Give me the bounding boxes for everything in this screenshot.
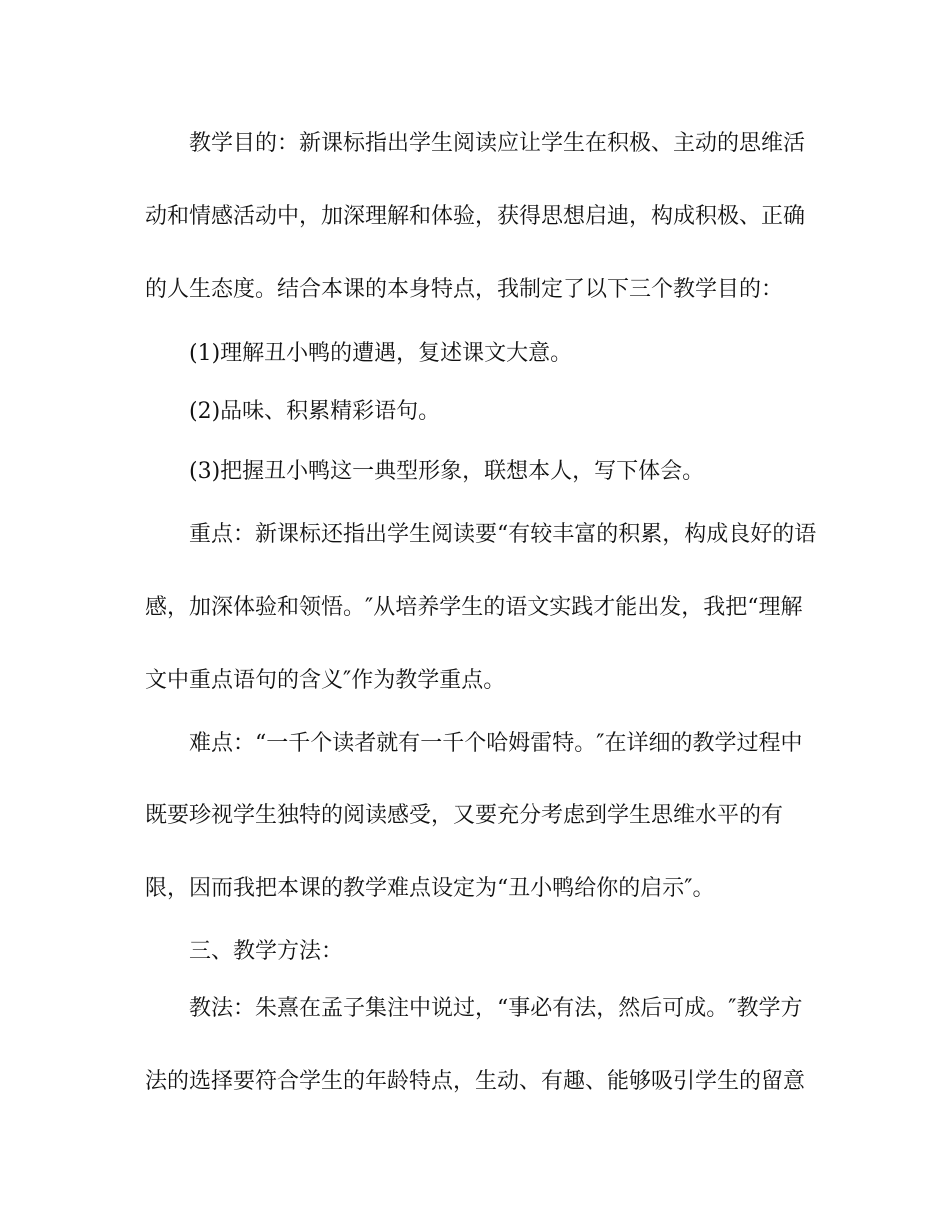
paragraph-difficulty-line-1: 难点：“一千个读者就有一千个哈姆雷特。″在详细的教学过程中 [189, 731, 803, 756]
objective-item-1: (1)理解丑小鸭的遭遇，复述课文大意。 [189, 341, 573, 366]
paragraph-difficulty-line-2: 既要珍视学生独特的阅读感受，又要充分考虑到学生思维水平的有 [145, 803, 784, 828]
paragraph-key-point-line-3: 文中重点语句的含义″作为教学重点。 [145, 668, 506, 693]
paragraph-key-point-line-1: 重点：新课标还指出学生阅读要“有较丰富的积累，构成良好的语 [189, 522, 817, 547]
paragraph-difficulty-line-3: 限，因而我把本课的教学难点设定为“丑小鸭给你的启示″。 [145, 876, 715, 901]
section-heading-teaching-methods: 三、教学方法： [189, 939, 344, 964]
objective-item-3: (3)把握丑小鸭这一典型形象，联想本人，写下体会。 [189, 459, 705, 484]
paragraph-method-line-2: 法的选择要符合学生的年龄特点，生动、有趣、能够吸引学生的留意 [145, 1069, 806, 1094]
objective-item-2: (2)品味、积累精彩语句。 [189, 399, 441, 424]
paragraph-method-line-1: 教法：朱熹在孟子集注中说过，“事必有法，然后可成。″教学方 [189, 996, 803, 1021]
paragraph-objectives-line-2: 动和情感活动中，加深理解和体验，获得思想启迪，构成积极、正确 [145, 204, 806, 229]
paragraph-objectives-line-3: 的人生态度。结合本课的本身特点，我制定了以下三个教学目的： [145, 277, 784, 302]
paragraph-objectives-line-1: 教学目的：新课标指出学生阅读应让学生在积极、主动的思维活 [189, 131, 806, 156]
paragraph-key-point-line-2: 感，加深体验和领悟。″从培养学生的语文实践才能出发，我把“理解 [145, 595, 803, 620]
